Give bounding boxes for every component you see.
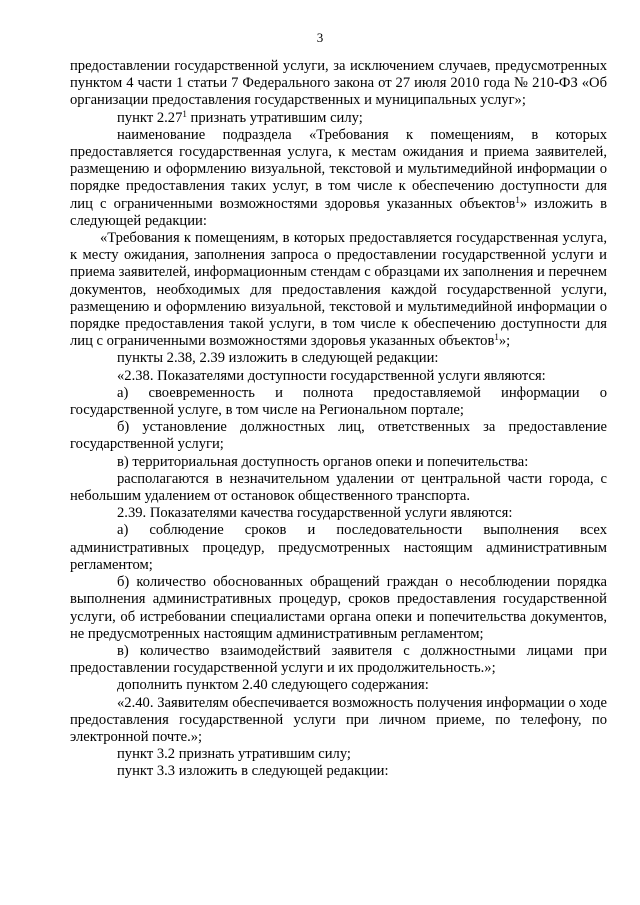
paragraph <box>70 746 607 763</box>
paragraph <box>70 110 607 127</box>
paragraph <box>70 471 607 505</box>
footnote-mark: 1 <box>515 194 520 205</box>
paragraph-text: «2.38. Показателями доступности государственной услуги являются: <box>117 367 546 384</box>
paragraph-text: предоставлении государственной услуги, за исключением случаев, предусмотренных пунктом 4 части 1 статьи 7 Федерального закона от 27 июля 2010 года № 210-ФЗ «Об организации предоставления государственных и муниципальных услуг»; <box>70 58 607 109</box>
paragraph-text: «Требования к помещениям, в которых предоставляется государственная услуга, к месту ожидания, заполнения запроса о предоставлении государственной услуги и приема заявителей, информационным стендам с образцами их заполнения и перечнем документов, необходимых для предоставления каждой государственной услуги, размещению и оформлению визуальной, текстовой и мультимедийной информации о порядке предоставления такой услуги, в том числе к обеспечению доступности для лиц с ограниченными возможностями здоровья указанных объектов <box>70 230 607 350</box>
paragraph <box>70 695 607 747</box>
paragraph-text: в) территориальная доступность органов опеки и попечительства: <box>117 453 529 470</box>
paragraph <box>70 763 607 780</box>
paragraph <box>70 643 607 677</box>
paragraph <box>70 230 607 350</box>
paragraph-text: признать утратившим силу; <box>186 109 363 126</box>
paragraph <box>70 505 607 522</box>
paragraph <box>70 385 607 419</box>
paragraph <box>70 58 607 110</box>
paragraph-text: пункты 2.38, 2.39 изложить в следующей редакции: <box>117 350 439 367</box>
paragraph-text: пункт 3.3 изложить в следующей редакции: <box>117 763 389 780</box>
paragraph-text: в) количество взаимодействий заявителя с должностными лицами при предоставлении государственной услуги и их продолжительность.»; <box>70 642 607 677</box>
paragraph <box>70 127 607 230</box>
paragraph-text: а) соблюдение сроков и последовательности выполнения всех административных процедур, предусмотренных настоящим административным регламентом; <box>70 522 607 573</box>
paragraph-text: б) установление должностных лиц, ответственных за предоставление государственной услуги; <box>70 419 607 453</box>
paragraph-text: дополнить пунктом 2.40 следующего содержания: <box>117 677 429 694</box>
paragraph-text: » изложить в следующей редакции: <box>70 195 607 229</box>
paragraph-text: б) количество обоснованных обращений граждан о несоблюдении порядка выполнения административных процедур, сроков предоставления государственной услуги, об истребовании специалистами органа опеки и попечительства документов, не предусмотренных настоящим административным регламентом; <box>70 574 607 642</box>
paragraph-text: располагаются в незначительном удалении от центральной части города, с небольшим удалением от остановок общественного транспорта. <box>70 470 607 505</box>
paragraph <box>70 454 607 471</box>
paragraph <box>70 522 607 574</box>
paragraph <box>70 368 607 385</box>
paragraph <box>70 574 607 643</box>
paragraph <box>70 350 607 367</box>
page-number: 3 <box>316 30 324 45</box>
paragraph <box>70 677 607 694</box>
paragraph-text: наименование подраздела «Требования к помещениям, в которых предоставляется государственная услуга, к местам ожидания и приема заявителей, размещению и оформлению визуальной, текстовой и мультимедийной информации о порядке предоставления таких услуг, в том числе к обеспечению доступности для лиц с ограниченными возможностями здоровья указанных объектов <box>70 126 607 212</box>
paragraph-text: а) своевременность и полнота предоставляемой информации о государственной услуге, в том числе на Региональном портале; <box>70 384 607 419</box>
paragraph-text: »; <box>498 333 511 350</box>
paragraph <box>70 419 607 453</box>
paragraph-text: 2.39. Показателями качества государственной услуги являются: <box>117 505 513 522</box>
footnote-mark: 1 <box>182 108 187 119</box>
footnote-mark: 1 <box>494 332 499 343</box>
paragraph-text: пункт 2.27 <box>117 109 183 126</box>
paragraph-text: пункт 3.2 признать утратившим силу; <box>117 746 351 763</box>
document-body <box>70 58 607 781</box>
paragraph-text: «2.40. Заявителям обеспечивается возможность получения информации о ходе предоставления государственной услуги при личном приеме, по телефону, по электронной почте.»; <box>70 694 607 745</box>
